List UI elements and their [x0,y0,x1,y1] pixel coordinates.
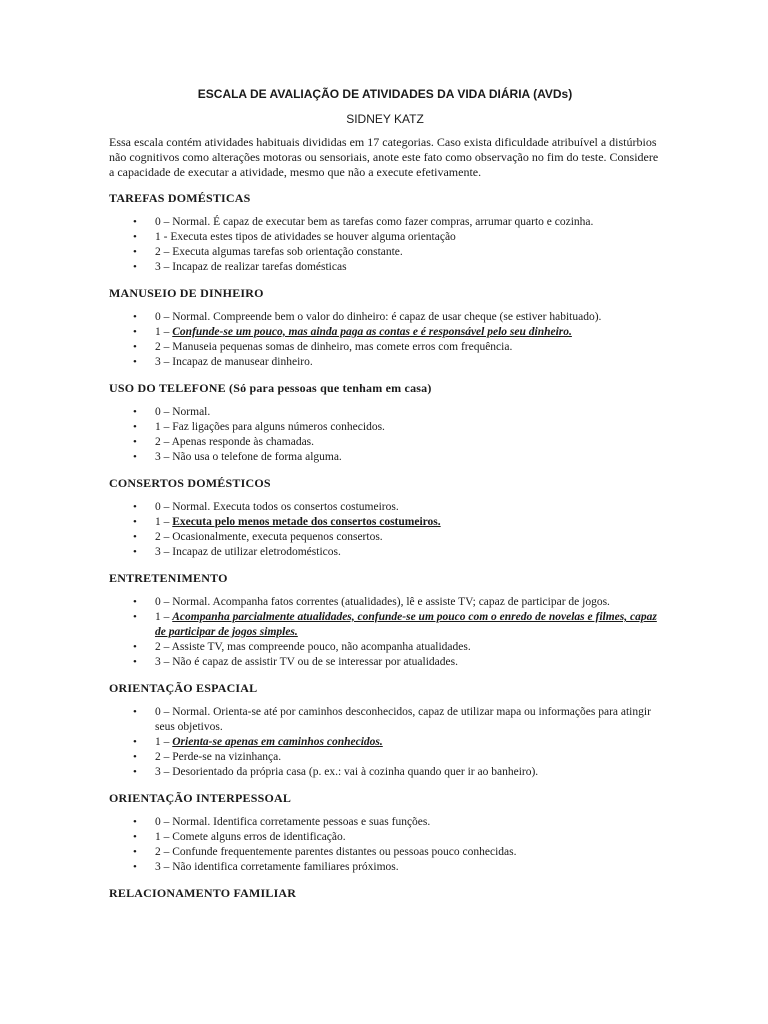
bullet-icon: • [133,736,137,748]
document-content [109,86,661,910]
item-text: 1 – [155,736,173,748]
section-heading: CONSERTOS DOMÉSTICOS [109,476,271,490]
item-text: 3 – Incapaz de utilizar eletrodomésticos. [155,546,341,558]
list-item [109,325,661,340]
bullet-icon: • [133,246,137,258]
bullet-icon: • [133,406,137,418]
bullet-icon: • [133,501,137,513]
section-heading: ORIENTAÇÃO INTERPESSOAL [109,791,292,805]
bullet-icon: • [133,516,137,528]
list-item [109,750,661,765]
section [109,190,661,275]
list-item [109,845,661,860]
list-item [109,405,661,420]
list-item [109,640,661,655]
section-heading: ENTRETENIMENTO [109,571,228,585]
item-emphasis: Executa pelo menos metade dos consertos costumeiros. [172,516,441,528]
list-item [109,215,661,230]
bullet-icon: • [133,231,137,243]
list-item [109,355,661,370]
intro-paragraph: Essa escala contém atividades habituais divididas em 17 categorias. Caso exista dificuldade atribuível a distúrbios não cognitivos como alterações motoras ou sensoriais, anote este fato como observação no fim do teste. Considere a capacidade de executar a atividade, mesmo que não a execute efetivamente. [109,135,659,179]
bullet-icon: • [133,751,137,763]
section-heading: MANUSEIO DE DINHEIRO [109,286,264,300]
bullet-icon: • [133,706,137,718]
item-text: 2 – Perde-se na vizinhança. [155,751,282,763]
list-item [109,860,661,875]
section-heading: TAREFAS DOMÉSTICAS [109,191,251,205]
section [109,790,661,875]
item-emphasis: Orienta-se apenas em caminhos conhecidos. [172,736,383,748]
item-text: 1 – [155,326,173,338]
bullet-icon: • [133,766,137,778]
item-text: 0 – Normal. Acompanha fatos correntes (atualidades), lê e assiste TV; capaz de participar de jogos. [155,596,610,608]
list-item [109,420,661,435]
item-text: 3 – Desorientado da própria casa (p. ex.: vai à cozinha quando quer ir ao banheiro). [155,766,539,778]
item-text: 2 – Confunde frequentemente parentes distantes ou pessoas pouco conhecidas. [155,846,517,858]
sections-container [109,190,661,901]
list-item [109,705,661,735]
list-item [109,435,661,450]
item-list [109,405,661,465]
item-text: 2 – Assiste TV, mas compreende pouco, não acompanha atualidades. [155,641,471,653]
list-item [109,245,661,260]
bullet-icon: • [133,326,137,338]
bullet-icon: • [133,596,137,608]
bullet-icon: • [133,421,137,433]
list-item [109,340,661,355]
list-item [109,815,661,830]
item-emphasis: Acompanha parcialmente atualidades, confunde-se um pouco com o enredo de novelas e filmes, capaz de participar de jogos simples. [155,611,657,638]
item-list [109,815,661,875]
list-item [109,545,661,560]
item-text: 2 – Manuseia pequenas somas de dinheiro, mas comete erros com frequência. [155,341,513,353]
item-text: 0 – Normal. [155,406,211,418]
item-text: 0 – Normal. Compreende bem o valor do dinheiro: é capaz de usar cheque (se estiver habituado). [155,311,602,323]
section-heading: RELACIONAMENTO FAMILIAR [109,886,297,900]
bullet-icon: • [133,436,137,448]
item-text: 0 – Normal. Executa todos os consertos costumeiros. [155,501,399,513]
document-author: SIDNEY KATZ [346,112,424,126]
item-text: 3 – Não identifica corretamente familiares próximos. [155,861,399,873]
bullet-icon: • [133,846,137,858]
item-text: 2 – Apenas responde às chamadas. [155,436,315,448]
item-text: 0 – Normal. Identifica corretamente pessoas e suas funções. [155,816,431,828]
item-text: 1 – Comete alguns erros de identificação. [155,831,346,843]
item-text: 3 – Não usa o telefone de forma alguma. [155,451,342,463]
bullet-icon: • [133,831,137,843]
list-item [109,500,661,515]
item-text: 3 – Incapaz de realizar tarefas domésticas [155,261,347,273]
section [109,475,661,560]
list-item [109,735,661,750]
list-item [109,655,661,670]
item-text: 3 – Não é capaz de assistir TV ou de se interessar por atualidades. [155,656,458,668]
section [109,570,661,670]
list-item [109,610,661,640]
bullet-icon: • [133,546,137,558]
bullet-icon: • [133,261,137,273]
item-list [109,310,661,370]
list-item [109,765,661,780]
bullet-icon: • [133,451,137,463]
section [109,380,661,465]
bullet-icon: • [133,311,137,323]
section [109,285,661,370]
item-list [109,595,661,670]
bullet-icon: • [133,656,137,668]
list-item [109,260,661,275]
list-item [109,595,661,610]
item-list [109,500,661,560]
list-item [109,515,661,530]
item-text: 1 – [155,516,173,528]
section [109,680,661,780]
bullet-icon: • [133,861,137,873]
bullet-icon: • [133,531,137,543]
document-title: ESCALA DE AVALIAÇÃO DE ATIVIDADES DA VIDA DIÁRIA (AVDs) [197,87,573,101]
bullet-icon: • [133,356,137,368]
item-emphasis: Confunde-se um pouco, mas ainda paga as contas e é responsável pelo seu dinheiro. [172,326,572,338]
list-item [109,230,661,245]
bullet-icon: • [133,216,137,228]
item-text: 1 – [155,611,173,623]
list-item [109,830,661,845]
bullet-icon: • [133,341,137,353]
list-item [109,310,661,325]
item-text: 3 – Incapaz de manusear dinheiro. [155,356,313,368]
item-text: 2 – Ocasionalmente, executa pequenos consertos. [155,531,383,543]
bullet-icon: • [133,611,137,623]
list-item [109,450,661,465]
item-text: 1 - Executa estes tipos de atividades se houver alguma orientação [155,231,456,243]
bullet-icon: • [133,641,137,653]
item-text: 0 – Normal. É capaz de executar bem as tarefas como fazer compras, arrumar quarto e cozinha. [155,216,594,228]
bullet-icon: • [133,816,137,828]
item-text: 0 – Normal. Orienta-se até por caminhos desconhecidos, capaz de utilizar mapa ou informações para atingir seus objetivos. [155,706,651,733]
item-text: 1 – Faz ligações para alguns números conhecidos. [155,421,385,433]
section-heading: USO DO TELEFONE (Só para pessoas que tenham em casa) [109,381,432,395]
item-list [109,215,661,275]
section [109,885,661,901]
list-item [109,530,661,545]
item-list [109,705,661,780]
section-heading: ORIENTAÇÃO ESPACIAL [109,681,258,695]
item-text: 2 – Executa algumas tarefas sob orientação constante. [155,246,403,258]
